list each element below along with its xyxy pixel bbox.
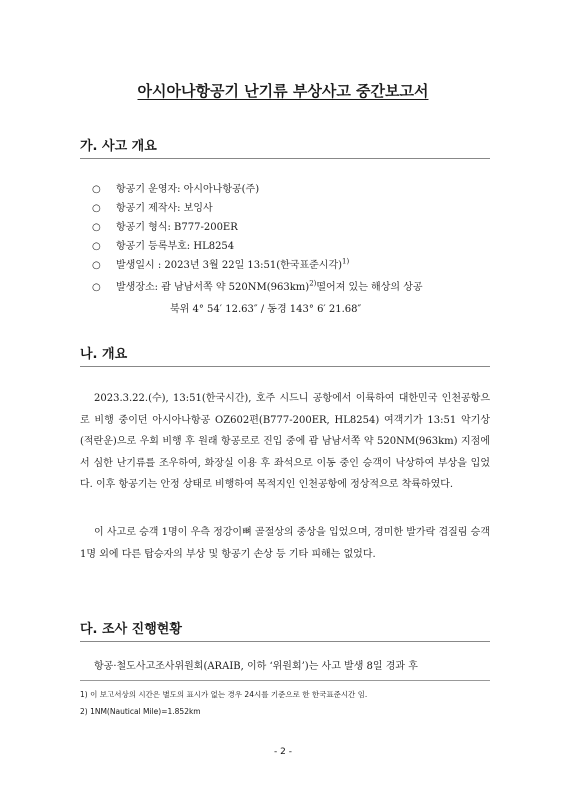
section-b-heading: 나. 개요 (80, 347, 128, 362)
footnote: 1) 이 보고서상의 시간은 별도의 표시가 없는 경우 24시를 기준으로 한 한국표준시간 임. (80, 690, 368, 699)
body-paragraph: 항공·철도사고조사위원회(ARAIB, 이하 ‘위원회’)는 사고 발생 8일 경과 후 (94, 661, 418, 672)
list-item: ○ 항공기 등록부호: HL8254 (92, 241, 235, 252)
list-item: ○ 항공기 제작사: 보잉사 (92, 203, 213, 214)
section-c-heading: 다. 조사 진행현황 (80, 622, 182, 637)
list-item: ○ 항공기 운영자: 아시아나항공(주) (92, 184, 260, 195)
body-paragraph: 이 사고로 승객 1명이 우측 정강이뼈 골절상의 중상을 입었으며, 경미한 발가락 겹질림 승객 1명 외에 다른 탑승자의 부상 및 항공기 손상 등 기타 피해는 없었다. (80, 527, 490, 560)
footnote: 2) 1NM(Nautical Mile)=1.852km (80, 707, 201, 716)
footnote-ref: 2) (309, 279, 317, 288)
body-paragraph: 2023.3.22.(수), 13:51(한국시간), 호주 시드니 공항에서 이륙하여 대한민국 인천공항으로 비행 중이던 아시아나항공 OZ602편(B777-200ER, HL8254) 여객기가 13:51 악기상(적란운)으로 우회 비행 후 원래 항공로로 진입 중에 괌 남남서쪽 약 520NM(963km) 지점에서 심한 난기류를 조우하여, 화장실 이용 후 좌석으로 이동 중인 승객이 낙상하여 부상을 입었다. 이후 항공기는 안정 상태로 비행하여 목적지인 인천공항에 정상적으로 착륙하였다. (80, 393, 490, 490)
report-title: 아시아나항공기 난기류 부상사고 중간보고서 (137, 82, 429, 100)
location-coordinates: 북위 4° 54′ 12.63″ / 동경 143° 6′ 21.68″ (170, 304, 362, 315)
page-number: - 2 - (274, 747, 292, 757)
footnote-ref: 1) (342, 257, 350, 266)
list-item: ○ 발생일시 : 2023년 3월 22일 13:51(한국표준시각)$^{1)}$ (92, 257, 350, 271)
section-divider (80, 641, 490, 642)
section-divider (80, 366, 490, 367)
list-item: ○ 항공기 형식: B777-200ER (92, 222, 238, 233)
section-a-heading: 가. 사고 개요 (80, 139, 157, 154)
footnote-divider (80, 680, 490, 681)
list-item: ○ 발생장소: 괌 남남서쪽 약 $520NM(963km)^{2)}$떨어져 있는 해상의 상공 (92, 279, 423, 293)
section-divider (80, 158, 490, 159)
